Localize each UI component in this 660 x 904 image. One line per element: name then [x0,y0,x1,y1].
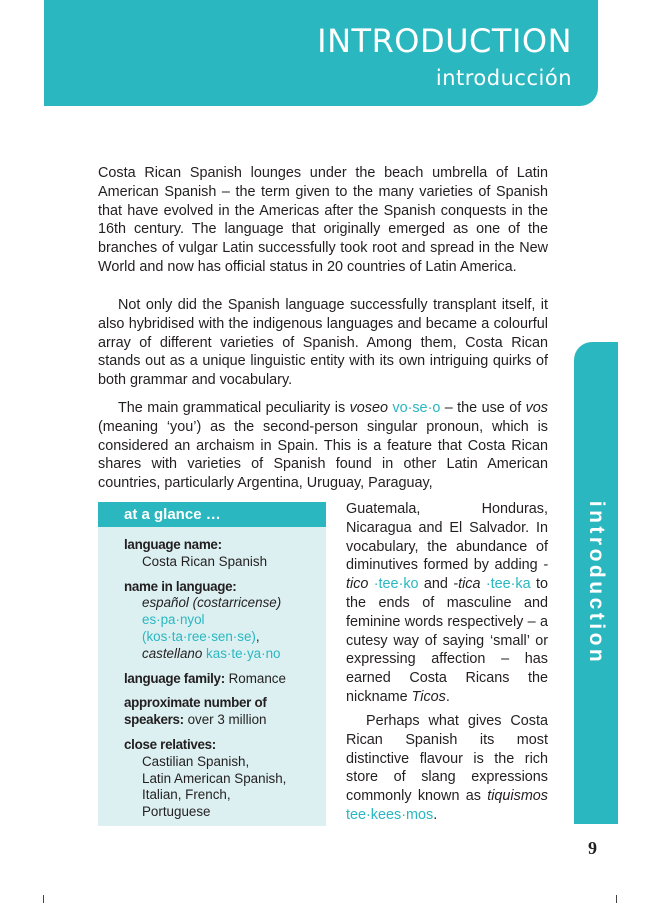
chapter-title: INTRODUCTION [317,22,572,60]
term-vos: vos [525,400,549,416]
glance-value: Castilian Spanish, [142,753,250,769]
glance-value: Costa Rican Spanish [142,553,268,569]
glance-value: over 3 million [187,712,267,728]
pronunciation-voseo: vo·se·o [392,400,441,416]
glance-pronunciation: es·pa·nyol [142,612,205,628]
glance-comma: , [255,628,260,644]
pronunciation-tico: ·tee·ko [373,576,419,593]
glance-close-relatives [124,737,318,821]
glance-language-name [124,537,318,571]
glance-pronunciation: kas·te·ya·no [206,645,281,661]
glance-value: castellano [142,645,203,661]
term-tico: -tico [346,557,548,593]
paragraph-1-text: Costa Rican Spanish lounges under the beach umbrella of Latin American Spanish – the term given to the many varieties of Spanish that have evolved in the Americas after the Spanish conquests in the 16th century. The language that originally emerged as one of the branches of vulgar Latin successfully took root and spread in the New World and now has official status in 20 countries of Latin America. [98,165,548,275]
side-tab-label: introduction [585,500,608,666]
section-side-tab [574,342,618,824]
paragraph-2-text: Not only did the Spanish language successfully transplant itself, it also hybridised with the indigenous languages and became a colourful array of different varieties of Spanish. Among them, Costa Rican stands out as a unique linguistic entity with its own intriguing quirks of both grammar and vocabulary. [98,297,548,389]
paragraph-4-text-d: . [445,688,450,705]
paragraph-4-text-b: and [418,576,454,593]
glance-label: speakers: [124,712,184,728]
glance-value: Italian, French, [142,787,231,803]
at-a-glance-heading: at a glance … [98,502,326,527]
glance-speakers [124,695,318,729]
paragraph-3 [98,399,548,493]
crop-mark [616,895,617,903]
pronunciation-tiquismos: tee·kees·mos [346,806,434,823]
paragraph-5-text-b: . [433,806,438,823]
glance-value: Portuguese [142,804,211,820]
term-tiquismos: tiquismos [487,788,548,805]
crop-mark [43,895,44,903]
paragraph-1 [98,164,548,277]
chapter-header [44,0,598,106]
at-a-glance-box [98,502,326,826]
paragraph-4-text-a: Guatemala, Honduras, Nicaragua and El Salvador. In vocabulary, the abundance of diminutives formed by adding [346,501,548,574]
glance-value: Romance [228,670,286,686]
term-ticos: Ticos [411,688,446,705]
paragraph-3-text-c: (meaning ‘you’) as the second-person singular pronoun, which is considered an archaism in Spain. This is a feature that Costa Rican shares with varieties of Spanish found in other Latin American countries, particularly Argentina, Uruguay, Paraguay, [98,418,548,492]
glance-label: close relatives: [124,736,216,752]
paragraph-3-text-a: The main grammatical peculiarity is [118,400,350,416]
glance-label: language name: [124,537,222,552]
page-number: 9 [588,838,597,858]
glance-language-family [124,671,318,688]
paragraph-4 [346,500,548,707]
paragraph-5-text-a: Perhaps what gives Costa Rican Spanish its most distinctive flavour is the rich store of slang expressions commonly known as [346,713,548,805]
term-voseo: voseo [349,400,388,416]
glance-label: name in language: [124,578,237,594]
glance-value: Latin American Spanish, [142,770,287,786]
glance-name-in-language [124,579,318,663]
pronunciation-tica: ·tee·ka [485,576,531,593]
paragraph-2 [98,296,548,390]
paragraph-4-text-c: to the ends of masculine and feminine words respectively – a cutesy way of saying ‘small’ or expressing affection – has earned Costa Ricans the nickname [346,576,548,705]
chapter-subtitle: introducción [435,66,572,90]
term-tica: -tica [453,576,481,593]
glance-pronunciation: (kos·ta·ree·sen·se) [142,628,256,644]
glance-value: español (costarricense) [142,595,282,611]
paragraph-5 [346,712,548,825]
glance-label: language family: [124,670,225,686]
glance-label: approximate number of [124,695,267,711]
paragraph-3-text-b: – the use of [440,400,526,416]
